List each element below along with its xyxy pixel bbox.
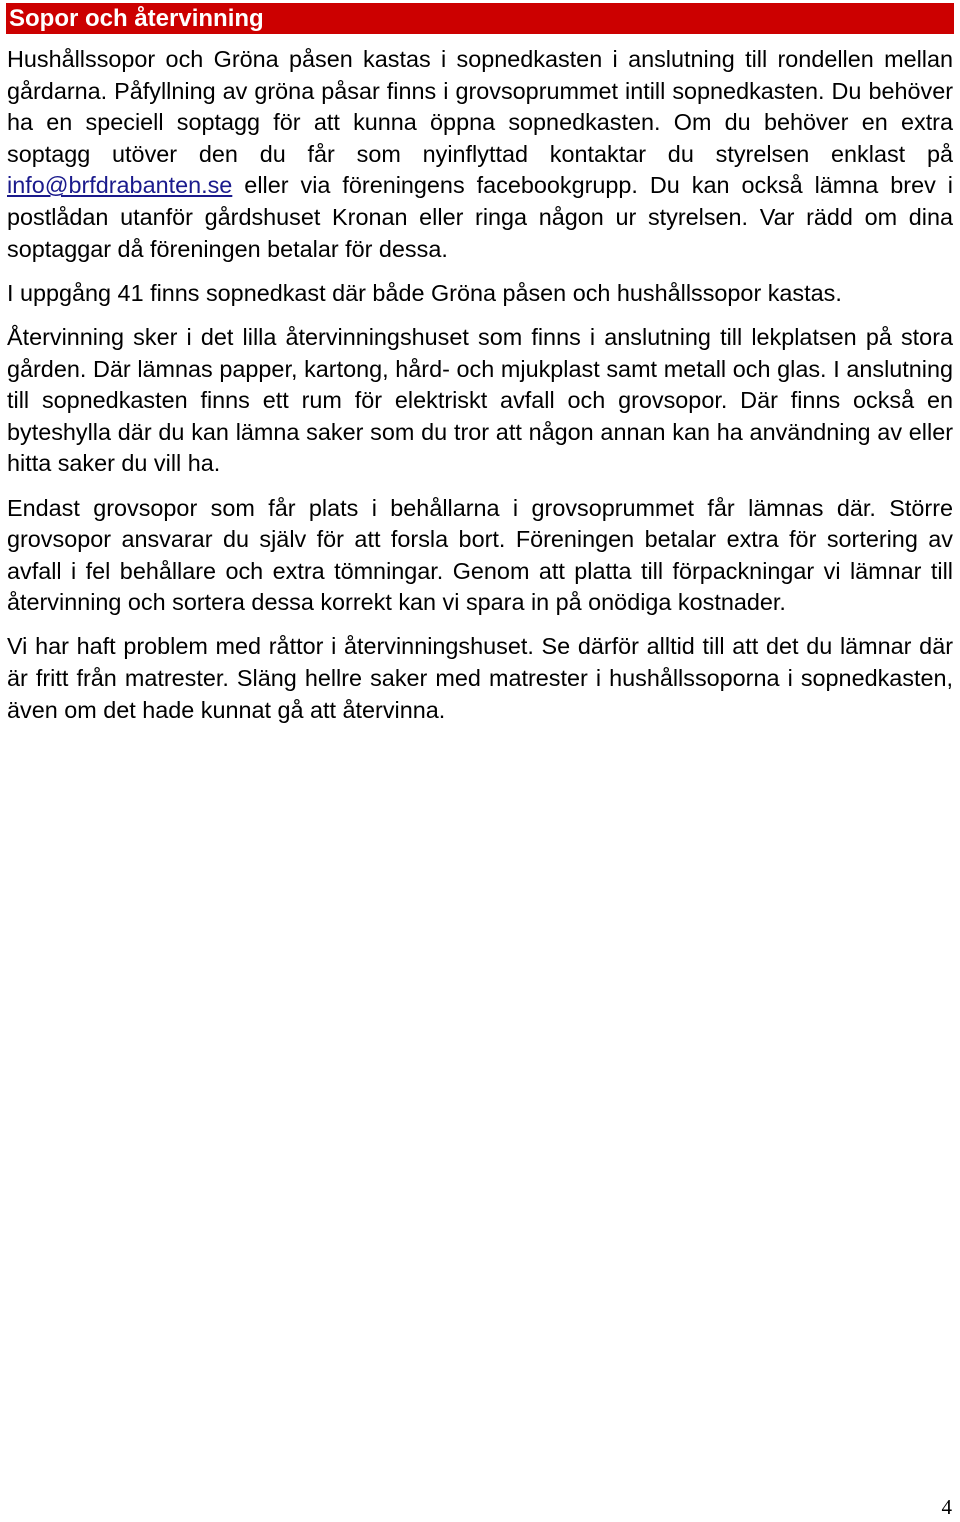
email-link[interactable]: info@brfdrabanten.se bbox=[7, 172, 233, 199]
section-heading: Sopor och återvinning bbox=[9, 5, 264, 32]
page-number: 4 bbox=[941, 1495, 952, 1519]
paragraph-rats: Vi har haft problem med råttor i återvinningshuset. Se därför alltid till att det du lämnar där är fritt från matrester. Släng hellre saker med matrester i hushållssoporna i sopnedkasten, även om det hade kunnat gå att återvinna. bbox=[7, 633, 953, 723]
section-heading-bar bbox=[6, 3, 954, 34]
paragraph-text: eller via föreningens facebookgrupp. Du kan också lämna brev i postlådan utanför gårdshuset Kronan eller ringa någon ur styrelsen. Var rädd om dina soptaggar då föreningen betalar för dessa. bbox=[7, 172, 953, 262]
paragraph-text: Hushållssopor och Gröna påsen kastas i sopnedkasten i anslutning till rondellen mellan gårdarna. Påfyllning av gröna påsar finns i grovsoprummet intill sopnedkasten. Du behöver ha en speciell soptagg för att kunna öppna sopnedkasten. Om du behöver en extra soptagg utöver den du får som nyinflyttad kontaktar du styrelsen enklast på bbox=[7, 46, 953, 167]
paragraph-bulky-waste: Endast grovsopor som får plats i behållarna i grovsoprummet får lämnas där. Större grovsopor ansvarar du själv för att forsla bort. Föreningen betalar extra för sortering av avfall i fel behållare och extra tömningar. Genom att platta till förpackningar vi lämnar till återvinning och sortera dessa korrekt kan vi spara in på onödiga kostnader. bbox=[7, 494, 953, 616]
paragraph-waste-chutes bbox=[7, 44, 953, 265]
body-text bbox=[7, 44, 953, 739]
paragraph-entrance-41: I uppgång 41 finns sopnedkast där både Gröna påsen och hushållssopor kastas. bbox=[7, 279, 842, 306]
paragraph-recycling: Återvinning sker i det lilla återvinningshuset som finns i anslutning till lekplatsen på stora gården. Där lämnas papper, kartong, hård- och mjukplast samt metall och glas. I anslutning till sopnedkasten finns ett rum för elektriskt avfall och grovsopor. Där finns också en byteshylla där du kan lämna saker som du tror att någon annan kan ha användning av eller hitta saker du vill ha. bbox=[7, 323, 953, 477]
